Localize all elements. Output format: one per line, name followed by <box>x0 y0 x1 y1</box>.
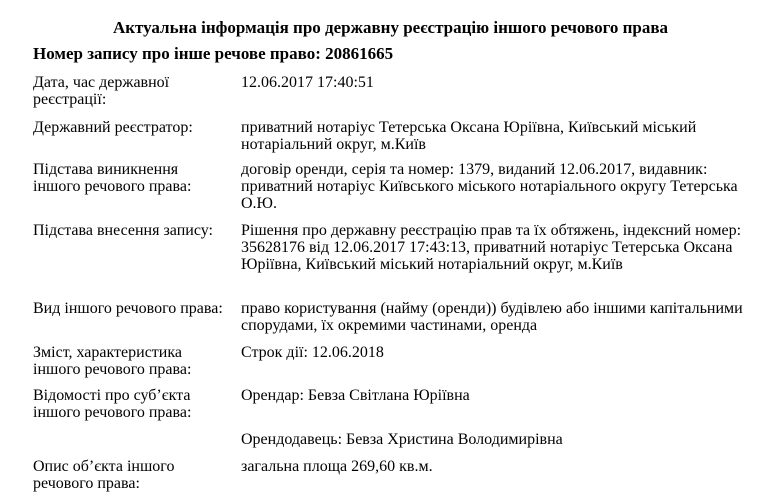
field-label: Підстава виникнення іншого речового права: <box>33 161 192 195</box>
field-value: загальна площа 269,60 кв.м. <box>241 458 433 475</box>
field-value: Орендодавець: Бевза Христина Володимирівна <box>241 431 563 448</box>
document-title: Актуальна інформація про державну реєстрацію іншого речового права <box>112 18 669 37</box>
field-label: Опис об’єкта іншого речового права: <box>33 458 175 492</box>
field-value: право користування (найму (оренди)) будівлею або іншими капітальними спорудами, їх окремими частинами, оренда <box>241 300 743 334</box>
field-value: приватний нотаріус Тетерська Оксана Юріївна, Київський міський нотаріальний округ, м.Київ <box>241 119 697 153</box>
field-label: Дата, час державної реєстрації: <box>33 74 170 108</box>
field-value: договір оренди, серія та номер: 1379, виданий 12.06.2017, видавник: приватний нотаріус Київського міського нотаріального округу Тетерська О.Ю. <box>241 161 738 212</box>
field-label: Відомості про суб’єкта іншого речового права: <box>33 387 192 421</box>
field-label: Зміст, характеристика іншого речового права: <box>33 344 192 378</box>
field-value: Строк дії: 12.06.2018 <box>241 344 384 361</box>
field-value: 12.06.2017 17:40:51 <box>241 74 374 91</box>
field-value: Орендар: Бевза Світлана Юріївна <box>241 387 470 404</box>
field-label: Підстава внесення запису: <box>33 222 213 239</box>
field-label: Вид іншого речового права: <box>33 300 223 317</box>
field-label: Державний реєстратор: <box>33 119 193 136</box>
field-value: Рішення про державну реєстрацію прав та їх обтяжень, індексний номер: 35628176 від 12.06.2017 17:43:13, приватний нотаріус Тетерська Оксана Юріївна, Київський міський нотаріальний округ, м.Київ <box>241 222 742 273</box>
record-number: Номер запису про інше речове право: 20861665 <box>33 44 394 63</box>
